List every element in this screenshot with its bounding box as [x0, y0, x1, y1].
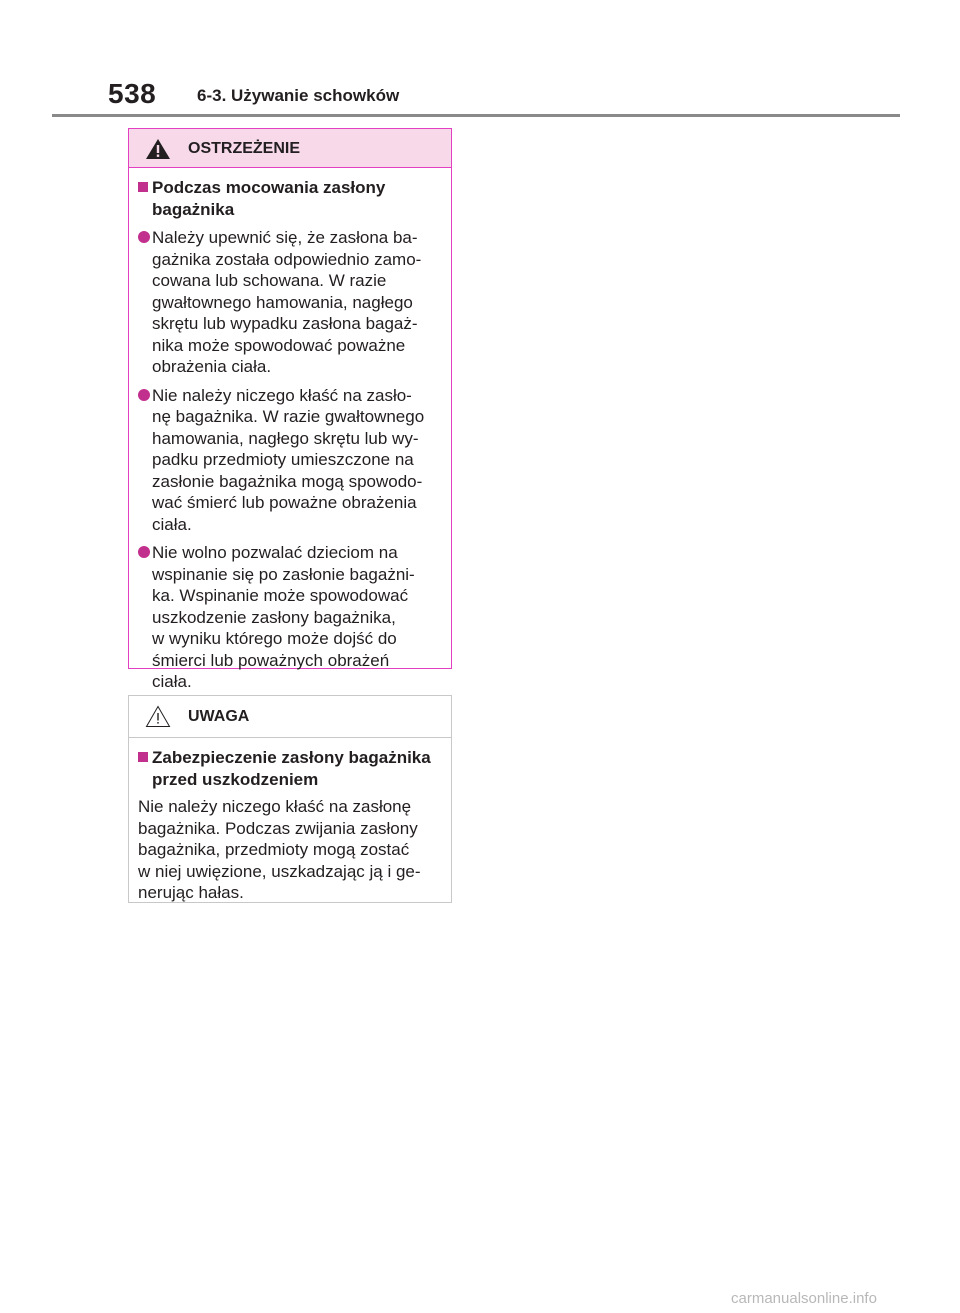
section-title: 6-3. Używanie schowków: [197, 86, 400, 105]
header-divider: [52, 114, 900, 117]
warning-header: [129, 129, 451, 168]
notice-body: [129, 738, 451, 904]
circle-bullet-icon: [138, 546, 150, 558]
warning-bullet-3: Nie wolno pozwalać dzieciom na wspinanie się po zasłonie bagażni- ka. Wspinanie może spowodować uszkodzenie zasłony bagażnika, w wyniku którego może dojść do śmierci lub poważnych obrażeń ciała.: [138, 542, 443, 693]
notice-header: [129, 696, 451, 738]
warning-body: [129, 168, 451, 693]
square-bullet-icon: [138, 182, 148, 192]
notice-title: UWAGA: [188, 708, 250, 725]
warning-title: OSTRZEŻENIE: [188, 140, 301, 157]
watermark: carmanualsonline.info: [731, 1290, 877, 1307]
warning-box: [128, 128, 452, 691]
page-header: [108, 74, 900, 118]
warning-bullet-2: Nie należy niczego kłaść na zasło- nę bagażnika. W razie gwałtownego hamowania, nagłego skrętu lub wy- padku przedmioty umieszczone na zasłonie bagażnika mogą spowodo- wać śmierć lub poważne obrażenia ciała.: [138, 385, 443, 536]
circle-bullet-icon: [138, 231, 150, 243]
square-bullet-icon: [138, 752, 148, 762]
notice-paragraph: Nie należy niczego kłaść na zasłonę bagażnika. Podczas zwijania zasłony bagażnika, przedmioty mogą zostać w niej uwięzione, uszkadzając ją i ge- nerując hałas.: [138, 797, 421, 902]
notice-box: [128, 695, 452, 903]
warning-heading: Podczas mocowania zasłony bagażnika: [138, 177, 443, 220]
caution-triangle-icon: [145, 705, 171, 728]
warning-bullet-1: Należy upewnić się, że zasłona ba- gażnika została odpowiednio zamo- cowana lub schowana. W razie gwałtownego hamowania, nagłego skrętu lub wypadku zasłona bagaż- nika może spowodować poważne obrażenia ciała.: [138, 227, 443, 378]
warning-triangle-icon: [145, 138, 171, 160]
circle-bullet-icon: [138, 389, 150, 401]
notice-heading: Zabezpieczenie zasłony bagażnika przed uszkodzeniem: [138, 747, 443, 790]
page-number: 538: [108, 78, 157, 109]
